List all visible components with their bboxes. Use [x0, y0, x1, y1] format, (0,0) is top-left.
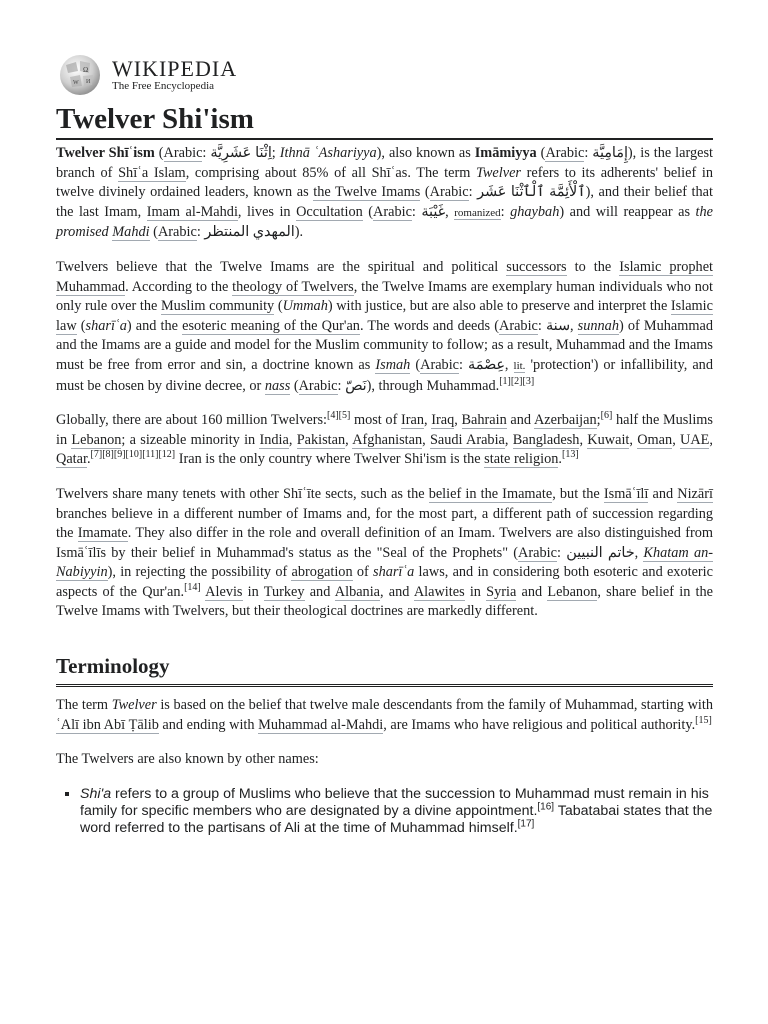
text-run: ( — [420, 184, 430, 201]
text-run: Ummah — [282, 298, 328, 315]
site-subtitle: The Free Encyclopedia — [112, 79, 215, 92]
text-run: and ending with — [158, 716, 259, 733]
inline-link[interactable]: Bahrain — [461, 412, 507, 429]
citation-ref[interactable]: [6] — [600, 410, 613, 422]
text-run: ) of Muhammad and the Imams are a guide and model for the Muslim community to follow; as a result, Muhammad and the Imams must be free from error and sin, a doctrine known as — [56, 317, 713, 373]
inline-link[interactable]: Imamate — [77, 525, 128, 542]
text-run: ) and will reappear as — [559, 203, 696, 220]
text-run: to the — [566, 258, 620, 275]
inline-link[interactable]: Arabic — [420, 356, 460, 373]
inline-link[interactable]: Islamic law — [56, 298, 713, 334]
text-run: , are Imams who have religious and political authority. — [383, 716, 696, 733]
inline-link[interactable]: the Twelve Imams — [313, 184, 421, 201]
text-run: ( — [149, 224, 158, 241]
intro-paragraph-1 — [56, 144, 713, 243]
text-run: , the Twelve Imams are exemplary human individuals who not only rule over the — [56, 278, 713, 315]
citation-ref[interactable]: [1][2][3] — [499, 375, 535, 387]
inline-link[interactable]: Turkey — [263, 583, 305, 600]
inline-link[interactable]: Shīʿa Islam — [118, 164, 186, 181]
text-run: : إِمَامِيَّة‎), is the largest branch of — [56, 145, 714, 181]
text-run: , — [422, 431, 430, 448]
other-names-list — [56, 786, 713, 837]
text-run: Imāmiyya — [474, 145, 537, 161]
citation-ref[interactable]: [16] — [537, 801, 555, 813]
text-run: ( — [154, 145, 164, 161]
text-run: ; — [596, 412, 601, 429]
inline-link[interactable]: Nizārī — [677, 485, 713, 502]
text-run: Shi'a — [80, 785, 112, 802]
text-run: Twelver — [475, 164, 521, 181]
inline-link[interactable]: Khatam an-Nabiyyin — [56, 544, 714, 581]
inline-link[interactable]: abrogation — [291, 564, 353, 581]
text-run: , and — [380, 583, 414, 600]
text-run: , — [579, 431, 588, 448]
text-run: and — [506, 412, 534, 429]
text-run: : عِصْمَة‎, — [459, 356, 514, 373]
text-run: : غَيْبَة‎, — [411, 203, 455, 220]
text-run: laws, and in considering both esoteric and exoteric aspects of the Qur'an. — [56, 564, 713, 600]
text-run: and — [648, 485, 678, 502]
citation-ref[interactable]: [14] — [184, 582, 201, 594]
text-run: , — [288, 431, 297, 448]
inline-link[interactable]: Imam al-Mahdi — [146, 203, 238, 220]
text-run: , — [424, 412, 432, 429]
inline-link[interactable]: sunnah — [577, 317, 619, 334]
inline-link[interactable]: Alawites — [413, 583, 465, 600]
inline-link[interactable]: Oman — [637, 431, 673, 448]
text-run: sharīʿa — [373, 564, 415, 581]
text-run: of — [352, 564, 373, 581]
inline-link[interactable]: Arabic — [157, 224, 197, 241]
text-run: : سنة‎, — [537, 317, 578, 334]
text-run: ( — [536, 145, 546, 161]
text-run: ) and the — [126, 317, 183, 334]
inline-link[interactable]: Bangladesh — [512, 431, 580, 448]
intro-paragraph-3 — [56, 411, 713, 470]
text-run: Twelvers believe that the Twelve Imams are the spiritual and political — [56, 258, 507, 275]
text-run: . — [86, 451, 91, 468]
text-run: and — [516, 583, 548, 600]
intro-paragraph-4 — [56, 485, 713, 622]
intro-paragraph-2 — [56, 258, 713, 396]
text-run: ) with justice, but are also able to preserve and interpret the — [327, 298, 671, 315]
text-run: sharīʿa — [85, 317, 127, 334]
terminology-paragraph-1 — [56, 696, 713, 735]
text-run: ( — [76, 317, 86, 334]
text-run: : نَصّ‎), through Muhammad. — [337, 377, 500, 394]
text-run: ), also known as — [376, 145, 475, 161]
inline-link[interactable]: nass — [264, 377, 291, 394]
text-run: Tabatabai states that the word referred to the partisans of Ali at the time of Muhammad himself. — [80, 802, 713, 836]
section-heading-terminology: Terminology — [56, 651, 713, 687]
inline-link[interactable]: India — [259, 431, 289, 448]
inline-link[interactable]: state religion — [484, 451, 559, 468]
inline-link[interactable]: Lebanon — [71, 431, 122, 448]
site-title: WIKIPEDIA — [112, 55, 238, 81]
inline-link[interactable]: esoteric meaning of the Qur'an — [182, 317, 360, 334]
svg-text:Ω: Ω — [83, 66, 89, 74]
text-run: refers to its adherents' belief in twelve divinely ordained leaders, known as — [56, 164, 713, 201]
inline-link[interactable]: Arabic — [298, 377, 338, 394]
text-run: half the Muslims in — [56, 412, 713, 448]
text-run: the promised — [56, 203, 713, 241]
site-wordmark[interactable] — [112, 55, 238, 93]
text-run: , share belief in the Twelve Imams with Twelvers, but their theological doctrines are markedly different. — [56, 583, 713, 620]
text-run: 'protection') or infallibility, and must be chosen by divine decree, or — [56, 356, 713, 394]
inline-link[interactable]: successors — [506, 258, 567, 275]
inline-link[interactable]: Arabic — [545, 145, 585, 161]
text-run: : اِثْنَا عَشَرِيَّة‎; — [202, 145, 280, 161]
inline-link[interactable]: Alevis — [205, 583, 243, 600]
inline-link[interactable]: Pakistan — [296, 431, 346, 448]
inline-link[interactable]: Ismah — [375, 356, 411, 373]
inline-link[interactable]: Arabic — [163, 145, 203, 161]
inline-link[interactable]: Ismāʿīlī — [603, 485, 649, 502]
text-run: : ٱلْأَئِمَّة ٱلْٱثْنَا عَشَر‎), and their belief that the last Imam, — [56, 184, 713, 220]
inline-link[interactable]: Muhammad al-Mahdi — [258, 716, 384, 733]
inline-link[interactable]: Albania — [334, 583, 381, 600]
citation-ref[interactable]: [4][5] — [327, 410, 351, 422]
inline-link[interactable]: Azerbaijan — [533, 412, 597, 429]
text-run: , — [345, 431, 353, 448]
wikipedia-globe-icon[interactable] — [56, 53, 106, 97]
inline-link[interactable]: Mahdi — [112, 224, 150, 241]
inline-link[interactable]: belief in the Imamate — [428, 485, 553, 502]
text-run: The term — [56, 697, 112, 714]
svg-text:W: W — [73, 80, 79, 86]
text-run: , lives in — [237, 203, 297, 220]
inline-link[interactable]: Lebanon — [547, 583, 598, 600]
list-item — [80, 786, 713, 837]
text-run: ( — [274, 298, 283, 315]
text-run: in — [242, 583, 264, 600]
text-run: ( — [410, 356, 421, 373]
text-run: The Twelvers are also known by other names: — [56, 751, 319, 768]
text-run: . According to the — [125, 278, 233, 295]
text-run: ( — [362, 203, 374, 220]
text-run: in — [464, 583, 487, 600]
inline-link[interactable]: Qatar — [56, 451, 87, 468]
svg-text:И: И — [86, 79, 91, 85]
inline-link[interactable]: Arabic — [429, 184, 469, 201]
text-run: . They also differ in the role and overall definition of an Imam. Twelvers are also distinguished from Ismāʿīlīs by their belief in Muhammad's status as the "Seal of the Prophets" ( — [56, 525, 713, 561]
text-run: branches believe in a different number of Imams and, for the most part, a different path of succession regarding the — [56, 505, 713, 542]
inline-link[interactable]: Saudi Arabia — [429, 431, 505, 448]
text-run: , — [454, 412, 462, 429]
inline-link[interactable]: romanized — [454, 206, 501, 219]
inline-link[interactable]: Kuwait — [587, 431, 630, 448]
text-run: . The words and deeds ( — [359, 317, 499, 334]
text-run: is based on the belief that twelve male descendants from the family of Muhammad, starting with — [156, 697, 713, 714]
text-run: Twelver — [111, 697, 157, 714]
terminology-paragraph-2 — [56, 750, 713, 770]
inline-link[interactable]: Arabic — [373, 203, 412, 220]
citation-ref[interactable]: [13] — [562, 449, 579, 461]
inline-link[interactable]: Occultation — [296, 203, 363, 220]
text-run: most of — [350, 412, 401, 429]
text-run: Iran is the only country where Twelver Shi'ism is the — [175, 451, 485, 468]
inline-link[interactable]: lit. — [513, 359, 526, 372]
text-run: Ithnā ʿAshariyya — [279, 145, 377, 161]
text-run: , — [504, 431, 513, 448]
text-run: : — [500, 203, 511, 220]
text-run: and — [304, 583, 335, 600]
inline-link[interactable]: Iran — [400, 412, 425, 429]
text-run: ; a sizeable minority in — [121, 431, 260, 448]
inline-link[interactable]: Arabic — [499, 317, 538, 334]
text-run: . — [558, 451, 562, 468]
inline-link[interactable]: Islamic prophet Muhammad — [56, 258, 714, 295]
inline-link[interactable]: ʿAlī ibn Abī Ṭālib — [56, 716, 159, 733]
text-run: : المهدي المنتظر‎). — [196, 224, 304, 241]
text-run: , — [629, 431, 638, 448]
inline-link[interactable]: UAE — [680, 431, 710, 448]
text-run: ), in rejecting the possibility of — [107, 564, 292, 581]
text-run: Globally, there are about 160 million Twelvers: — [56, 412, 327, 429]
inline-link[interactable]: Syria — [486, 583, 517, 600]
site-header — [56, 52, 713, 98]
text-run: , — [709, 431, 713, 448]
citation-ref[interactable]: [17] — [517, 818, 535, 830]
text-run: ( — [290, 377, 299, 394]
inline-link[interactable]: Arabic — [518, 544, 557, 561]
text-run: ghaybah — [510, 203, 560, 220]
inline-link[interactable]: Muslim community — [160, 298, 275, 315]
text-run: , comprising about 85% of all Shīʿas. The term — [185, 164, 476, 181]
text-run: Twelvers share many tenets with other Shīʿīte sects, such as the — [56, 485, 429, 502]
text-run: , — [672, 431, 681, 448]
text-run: Twelver Shīʿism — [56, 145, 155, 161]
article-page — [56, 52, 713, 837]
text-run: : خاتم النبيين‎, — [556, 544, 644, 561]
citation-ref[interactable]: [15] — [695, 714, 712, 726]
page-title: Twelver Shi'ism — [56, 102, 713, 140]
citation-ref[interactable]: [7][8][9][10][11][12] — [90, 449, 176, 461]
inline-link[interactable]: Iraq — [431, 412, 455, 429]
text-run: , but the — [552, 485, 604, 502]
text-run: refers to a group of Muslims who believe that the succession to Muhammad must remain in his family for specific members who are designated by a divine appointment. — [80, 785, 709, 819]
inline-link[interactable]: theology of Twelvers — [232, 278, 354, 295]
inline-link[interactable]: Afghanistan — [352, 431, 423, 448]
